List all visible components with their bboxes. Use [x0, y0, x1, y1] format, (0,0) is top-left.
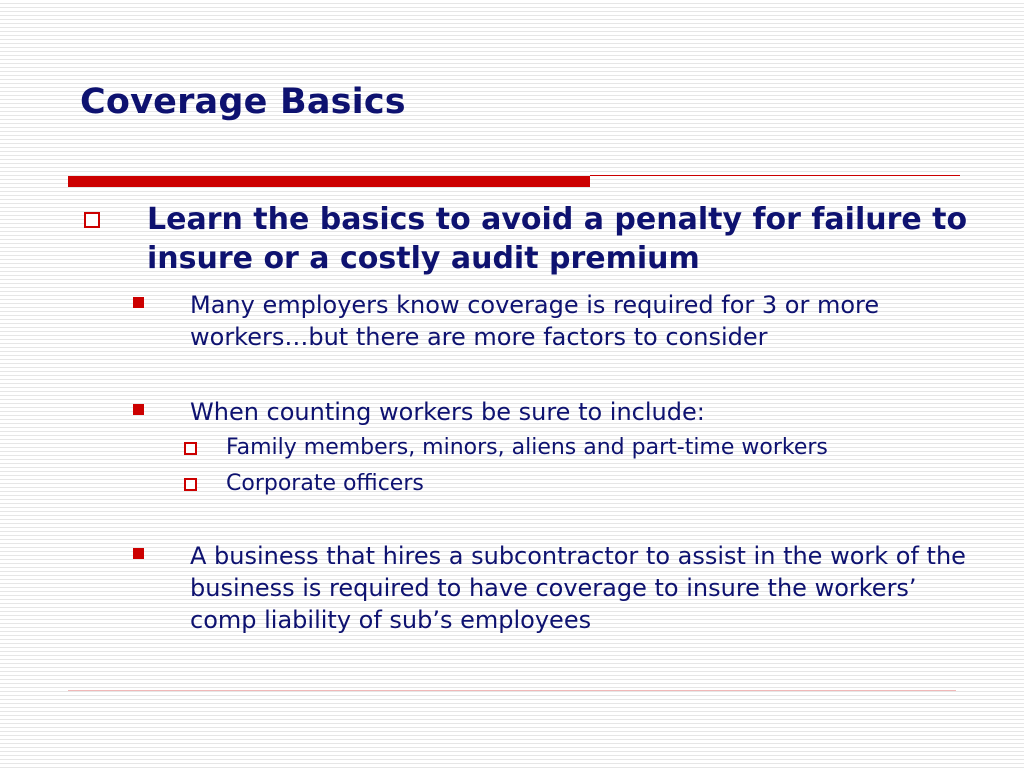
- filled-square-bullet-icon: [133, 548, 144, 559]
- hollow-square-bullet-icon: [84, 212, 100, 228]
- subpoint-corporate-officers: Corporate officers: [226, 471, 424, 496]
- hollow-square-bullet-icon: [184, 478, 197, 491]
- subpoint-family-members: Family members, minors, aliens and part-time workers: [226, 435, 828, 460]
- filled-square-bullet-icon: [133, 297, 144, 308]
- title-underline-thin: [590, 175, 960, 176]
- slide-title: Coverage Basics: [80, 82, 406, 122]
- footer-rule: [68, 690, 956, 691]
- main-point: Learn the basics to avoid a penalty for failure to insure or a costly audit premium: [147, 202, 968, 276]
- title-underline-thick: [68, 176, 590, 187]
- filled-square-bullet-icon: [133, 404, 144, 415]
- hollow-square-bullet-icon: [184, 442, 197, 455]
- point-counting-workers: When counting workers be sure to include:: [190, 398, 705, 426]
- point-subcontractor: A business that hires a subcontractor to assist in the work of the business is required to have coverage to insure the workers’ comp liability of sub’s employees: [190, 542, 966, 634]
- point-employer-count: Many employers know coverage is required for 3 or more workers…but there are more factors to consider: [190, 291, 880, 351]
